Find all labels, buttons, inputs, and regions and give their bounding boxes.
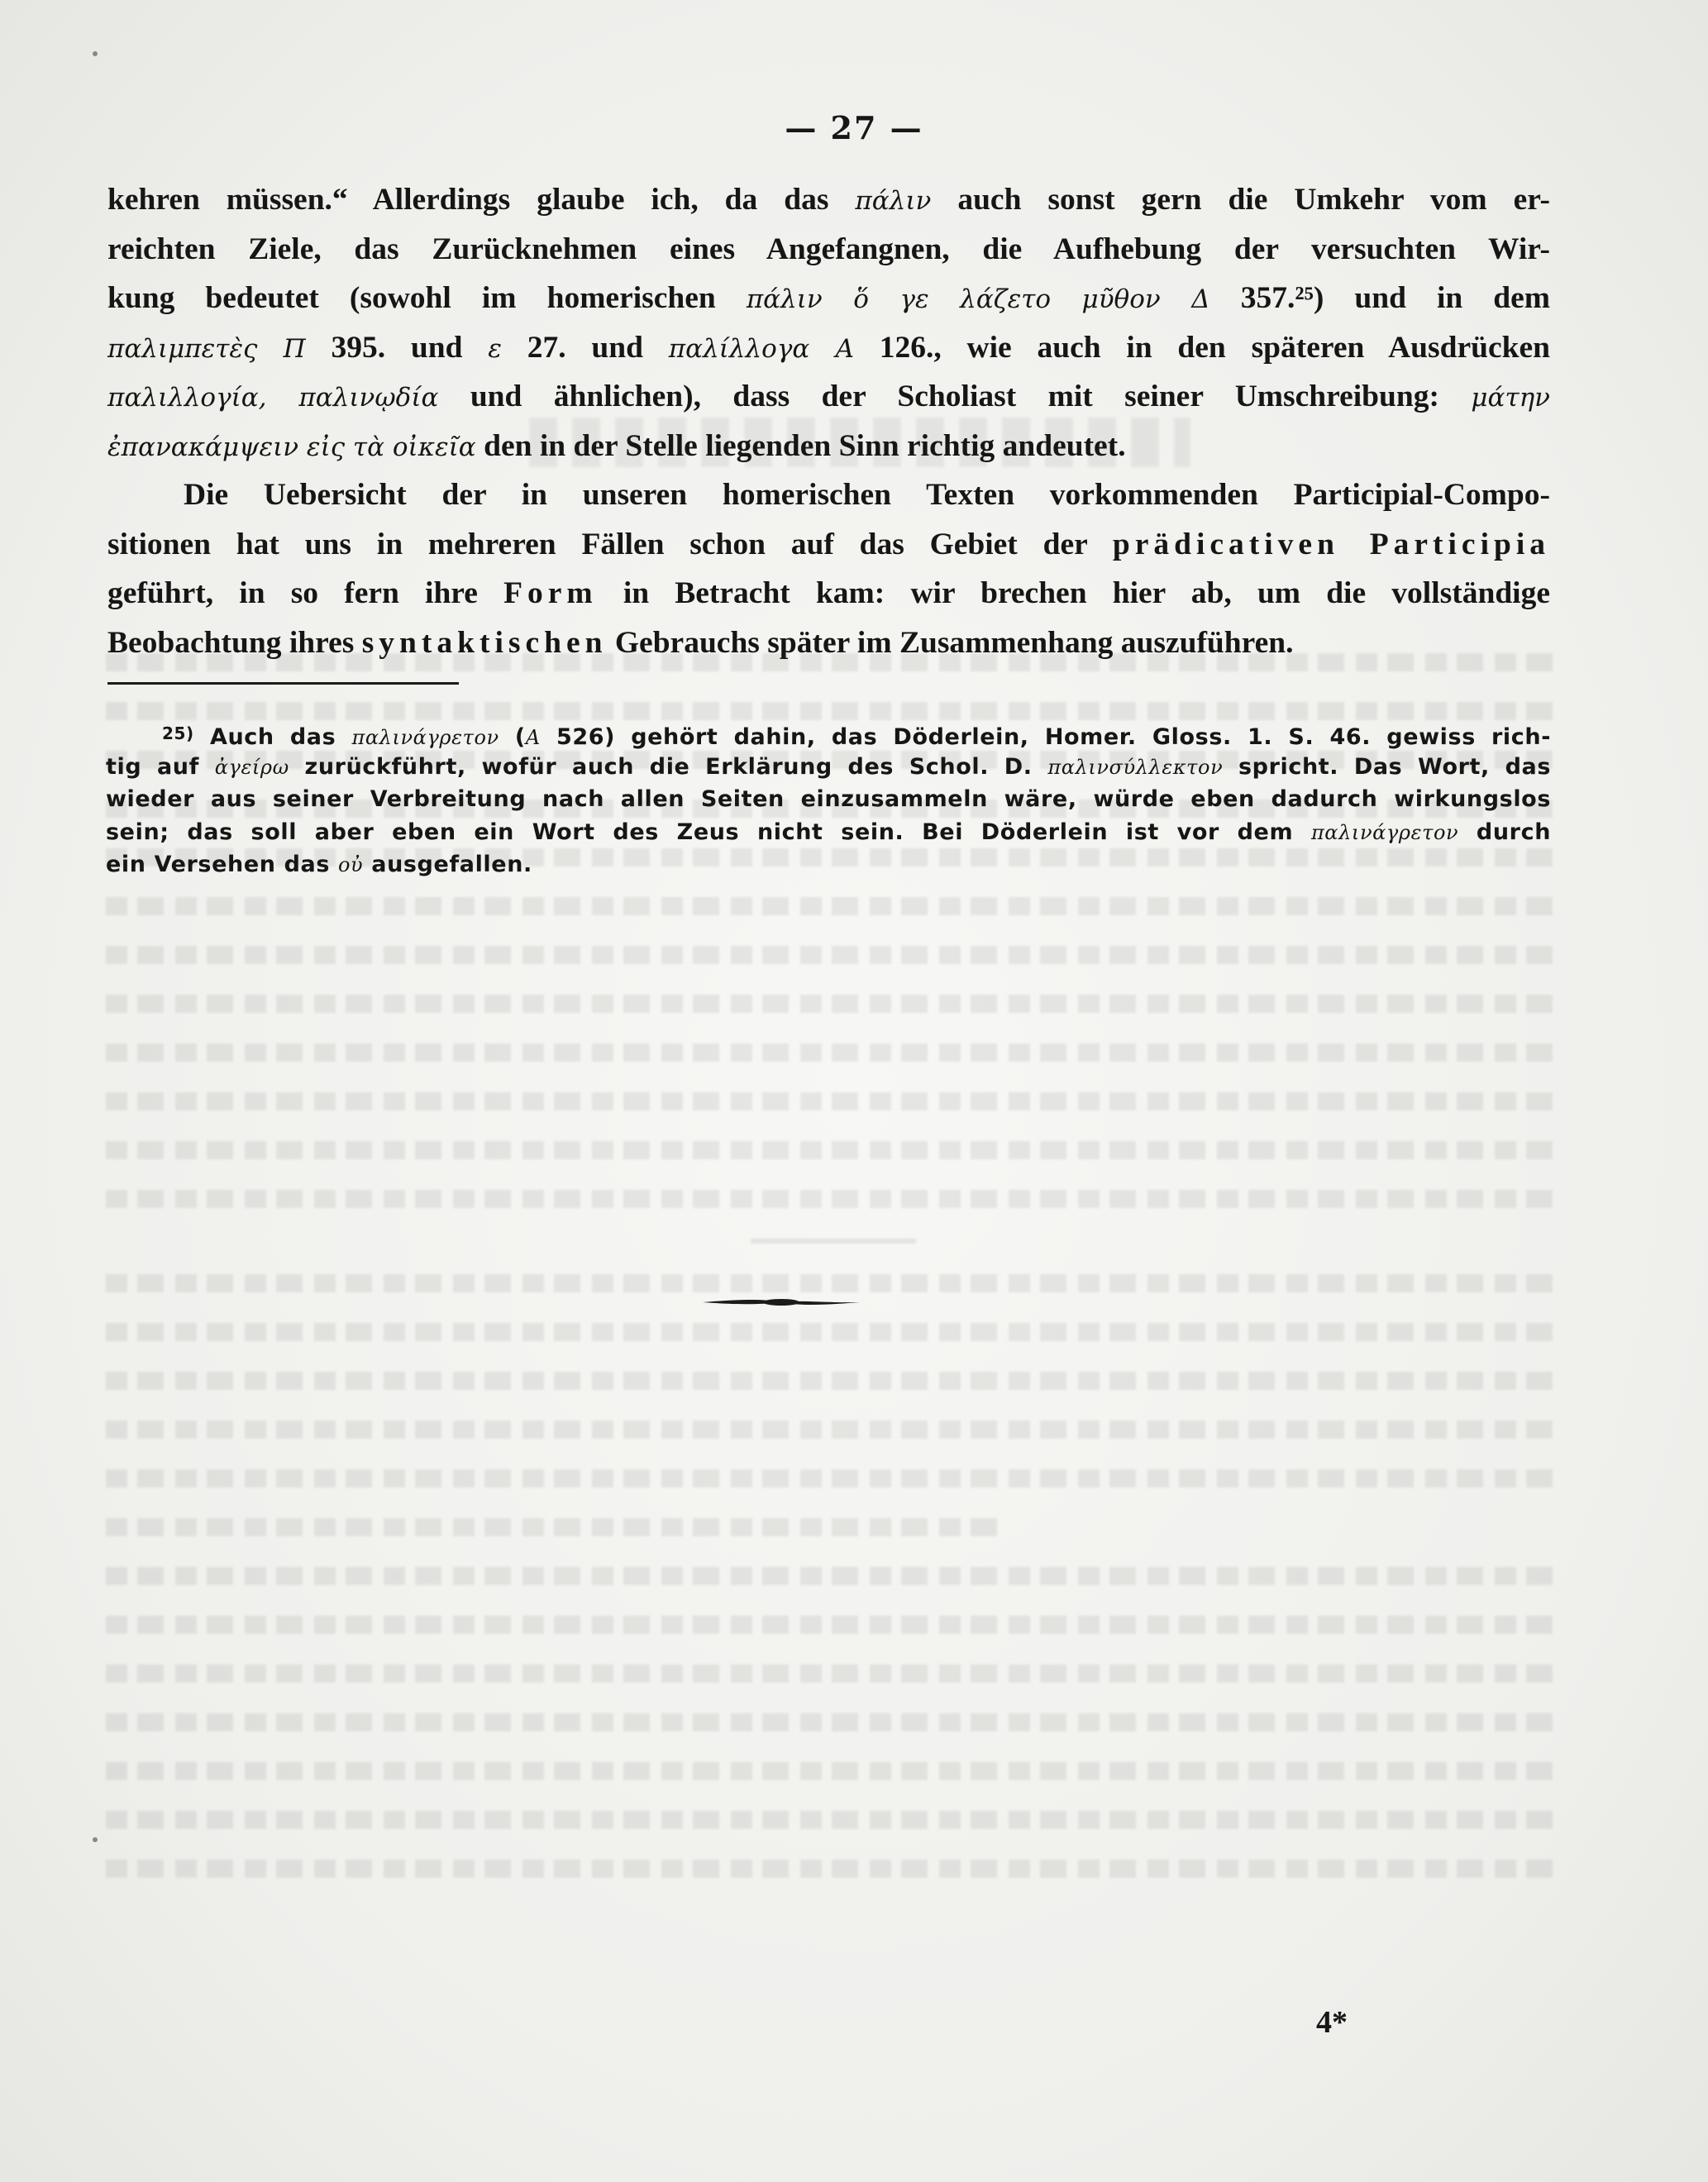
text-span: durch bbox=[1476, 819, 1552, 845]
scan-speck bbox=[93, 1837, 98, 1842]
text-span: kung bedeutet (sowohl im homerischen bbox=[107, 281, 716, 315]
text-span: und ähnlichen), dass der Scholiast mit seiner Umschreibung: bbox=[470, 380, 1439, 413]
emphasized-text: prädicativen Participia bbox=[1112, 527, 1551, 561]
text-span: geführt, in so fern ihre bbox=[107, 576, 478, 610]
signature-mark: 4* bbox=[1316, 2005, 1348, 2040]
emphasized-text: syntaktischen bbox=[361, 625, 608, 660]
greek-text: Α bbox=[525, 726, 541, 749]
text-span: in Betracht kam: wir brechen hier ab, um die vollständige bbox=[623, 576, 1550, 610]
greek-text: παλίλλογα Α bbox=[668, 333, 854, 364]
text-span: 395. und bbox=[331, 330, 463, 365]
text-span: Beobachtung ihres bbox=[107, 625, 355, 660]
text-line: reichten Ziele, das Zurücknehmen eines Angefangnen, die Aufhebung der versuchten Wir- bbox=[107, 232, 1550, 266]
text-span: den in der Stelle liegenden Sinn richtig andeutet. bbox=[484, 428, 1126, 463]
text-line bbox=[107, 323, 1550, 373]
scan-speck bbox=[93, 51, 98, 56]
text-span: Auch das bbox=[209, 724, 336, 750]
text-line bbox=[107, 569, 1550, 618]
text-span: 126., wie auch in den späteren Ausdrücken bbox=[879, 330, 1550, 365]
greek-text: παλιλλογία, παλινῳδία bbox=[107, 383, 439, 413]
text-span: 27. und bbox=[527, 330, 643, 365]
greek-text: ε bbox=[488, 333, 502, 364]
text-span: 357.²⁵) und in dem bbox=[1240, 281, 1551, 315]
text-line bbox=[107, 274, 1550, 323]
footnote-line bbox=[106, 718, 1551, 751]
text-span: ein Versehen das bbox=[106, 852, 330, 877]
footnote-line bbox=[106, 848, 1551, 881]
text-span: auch sonst gern die Umkehr vom er- bbox=[957, 183, 1550, 217]
greek-text: παλινάγρετον bbox=[1310, 820, 1459, 844]
greek-text: πάλιν ὅ γε λάζετο μῦθον Δ bbox=[746, 284, 1210, 314]
text-line: Die Uebersicht der in unseren homerischen Texten vorkommenden Participial-Compo- bbox=[184, 478, 1550, 512]
text-line bbox=[107, 618, 1550, 668]
greek-text: παλιμπετὲς Π bbox=[107, 333, 306, 364]
text-span: kehren müssen.“ Allerdings glaube ich, da das bbox=[107, 183, 829, 217]
text-span: zurückführt, wofür auch die Erklärung des Schol. D. bbox=[304, 753, 1033, 780]
text-span: sein; das soll aber eben ein Wort des Zeus nicht sein. Bei Döderlein ist vor dem bbox=[106, 819, 1294, 845]
text-line bbox=[107, 372, 1550, 422]
page-number: — 27 — bbox=[785, 109, 923, 146]
text-span: Gebrauchs später im Zusammenhang auszuführen. bbox=[614, 625, 1294, 660]
greek-text: ἐπανακάμψειν εἰς τὰ οἰκεῖα bbox=[107, 432, 476, 462]
text-span: tig auf bbox=[106, 753, 199, 780]
emphasized-text: Form bbox=[503, 576, 598, 610]
text-line bbox=[107, 520, 1550, 570]
footnote-line: wieder aus seiner Verbreitung nach allen Seiten einzusammeln wäre, würde eben dadurch wirkungslos bbox=[106, 786, 1551, 812]
greek-text: παλινάγρετον bbox=[351, 726, 499, 749]
text-span: ( bbox=[514, 724, 526, 750]
text-span: sitionen hat uns in mehreren Fällen schon auf das Gebiet der bbox=[107, 527, 1088, 561]
footnote-line bbox=[106, 751, 1551, 784]
text-span: spricht. Das Wort, das bbox=[1238, 753, 1552, 780]
ornament-divider-icon bbox=[703, 1295, 860, 1310]
footnote-separator bbox=[107, 682, 459, 685]
greek-text: πάλιν bbox=[855, 186, 932, 216]
footnote-marker: 25) bbox=[162, 723, 194, 743]
text-line bbox=[107, 422, 1550, 471]
greek-text: παλινσύλλεκτον bbox=[1047, 755, 1224, 779]
greek-text: ἀγείρω bbox=[214, 755, 289, 779]
footnote-line bbox=[106, 816, 1551, 849]
greek-text: μάτην bbox=[1471, 383, 1551, 413]
text-span: 526) gehört dahin, das Döderlein, Homer. Gloss. 1. S. 46. gewiss rich- bbox=[556, 724, 1552, 750]
greek-text: οὐ bbox=[338, 853, 364, 876]
footnote bbox=[106, 718, 1551, 881]
text-line bbox=[107, 175, 1550, 225]
main-text bbox=[107, 175, 1550, 667]
text-span: ausgefallen. bbox=[371, 852, 532, 877]
